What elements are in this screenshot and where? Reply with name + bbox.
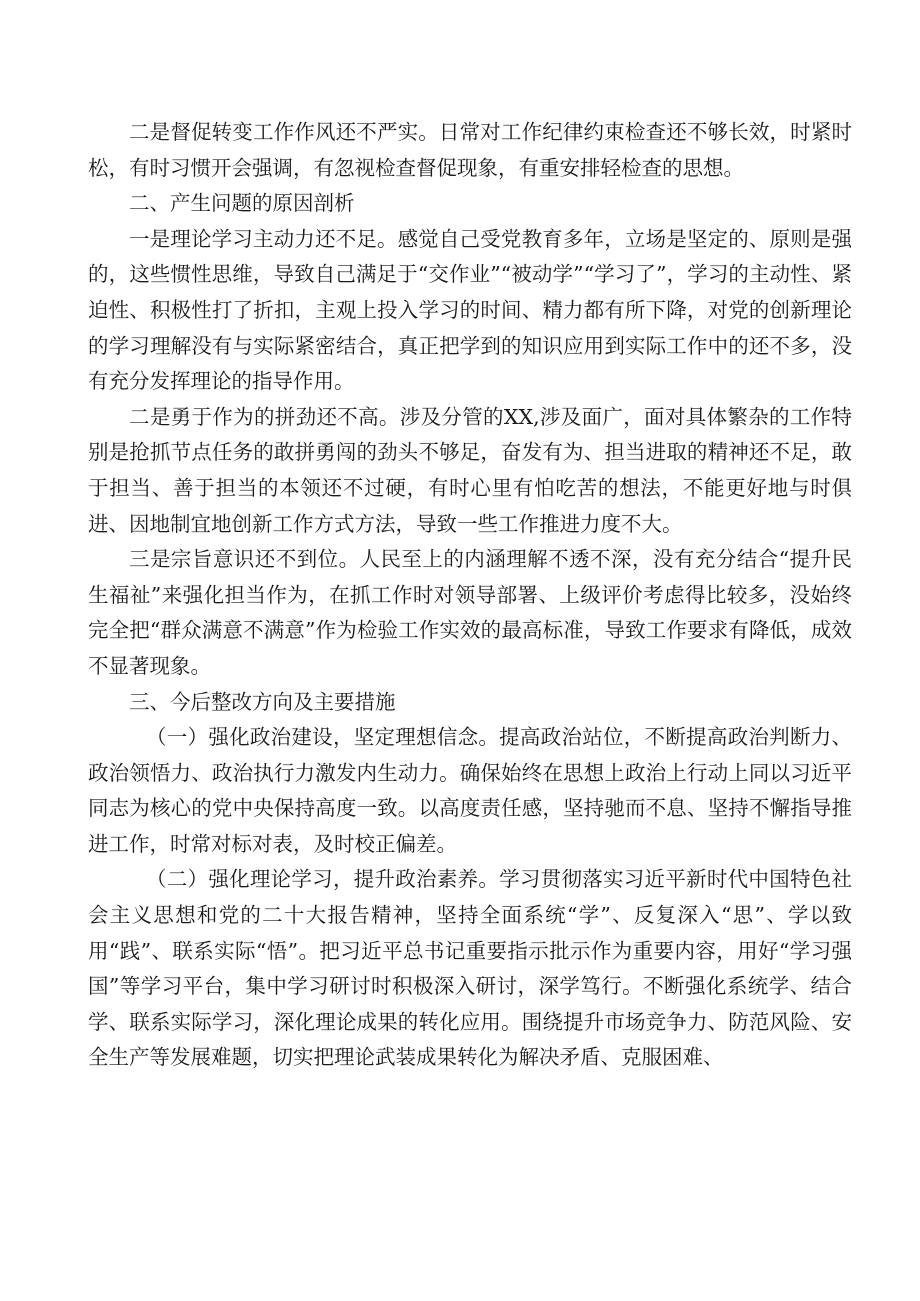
section-heading-measures: 三、今后整改方向及主要措施 — [129, 689, 396, 714]
section-heading-causes: 二、产生问题的原因剖析 — [129, 191, 355, 216]
paragraph-work-style: 二是督促转变工作作风还不严实。日常对工作纪律约束检查还不够长效，时紧时松，有时习惯开会强调，有忽视检查督促现象，有重安排轻检查的思想。 — [88, 120, 852, 180]
paragraph-theory-study: 一是理论学习主动力还不足。感觉自己受党教育多年，立场是坚定的、原则是强的，这些惯性思维，导致自己满足于“交作业”“被动学”“学习了”，学习的主动性、紧迫性、积极性打了折扣，主观上投入学习的时间、精力都有所下降，对党的创新理论的学习理解没有与实际紧密结合，真正把学到的知识应用到实际工作中的还不多，没有充分发挥理论的指导作用。 — [88, 226, 852, 394]
paragraph-measure-2: （二）强化理论学习，提升政治素养。学习贯彻落实习近平新时代中国特色社会主义思想和党的二十大报告精神，坚持全面系统“学”、反复深入“思”、学以致用“践”、联系实际“悟”。把习近平总书记重要指示批示作为重要内容，用好“学习强国”等学习平台，集中学习研讨时积极深入研讨，深学笃行。不断强化系统学、结合学、联系实际学习，深化理论成果的转化应用。围绕提升市场竞争力、防范风险、安全生产等发展难题，切实把理论武装成果转化为解决矛盾、克服困难、 — [88, 867, 852, 1070]
paragraph-drive: 二是勇于作为的拼劲还不高。涉及分管的XX,涉及面广，面对具体繁杂的工作特别是抢抓节点任务的敢拼勇闯的劲头不够足，奋发有为、担当进取的精神还不足，敢于担当、善于担当的本领还不过硬，有时心里有怕吃苦的想法，不能更好地与时俱进、因地制宜地创新工作方式方法，导致一些工作推进力度不大。 — [88, 404, 852, 536]
document-body — [88, 115, 852, 1076]
paragraph-purpose: 三是宗旨意识还不到位。人民至上的内涵理解不透不深，没有充分结合“提升民生福祉”来强化担当作为，在抓工作时对领导部署、上级评价考虑得比较多，没始终完全把“群众满意不满意”作为检验工作实效的最高标准，导致工作要求有降低，成效不显著现象。 — [88, 547, 852, 678]
paragraph-measure-1: （一）强化政治建设，坚定理想信念。提高政治站位，不断提高政治判断力、政治领悟力、政治执行力激发内生动力。确保始终在思想上政治上行动上同以习近平同志为核心的党中央保持高度一致。以高度责任感，坚持驰而不息、坚持不懈指导推进工作，时常对标对表，及时校正偏差。 — [88, 725, 852, 856]
